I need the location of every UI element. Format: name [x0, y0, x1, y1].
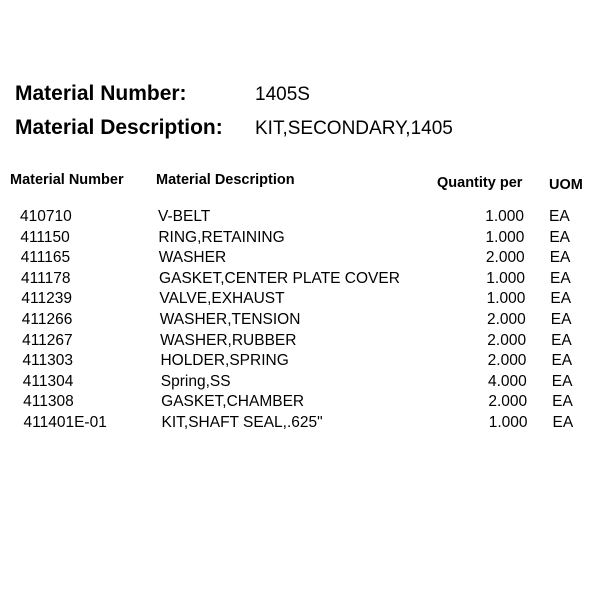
materials-table — [0, 207, 600, 434]
row-quantity: 1.000 — [488, 413, 528, 431]
row-uom: EA — [549, 249, 571, 267]
table-row — [0, 207, 600, 228]
row-material-description: GASKET,CENTER PLATE COVER — [159, 269, 400, 287]
row-uom: EA — [550, 269, 571, 287]
row-material-description: Spring,SS — [160, 372, 231, 390]
row-uom: EA — [549, 228, 571, 246]
row-material-number: 411165 — [20, 249, 71, 267]
row-quantity: 2.000 — [485, 249, 525, 267]
table-row — [3, 392, 600, 413]
row-material-number: 411266 — [21, 310, 73, 328]
column-header-material-description: Material Description — [156, 172, 295, 188]
row-material-description: WASHER — [158, 249, 227, 267]
row-uom: EA — [551, 372, 573, 390]
row-material-number: 411239 — [21, 290, 72, 308]
row-material-number: 411150 — [20, 228, 70, 246]
row-quantity: 1.000 — [486, 269, 526, 287]
table-row — [2, 310, 600, 331]
row-quantity: 2.000 — [487, 352, 527, 370]
row-material-description: VALVE,EXHAUST — [159, 290, 285, 308]
row-quantity: 2.000 — [488, 393, 528, 411]
row-uom: EA — [551, 352, 573, 370]
table-row — [1, 248, 600, 269]
table-row — [2, 351, 600, 372]
row-material-number: 411308 — [23, 393, 74, 411]
row-uom: EA — [552, 393, 573, 411]
table-row — [1, 269, 600, 290]
row-material-description: V-BELT — [158, 208, 211, 225]
material-description-value: KIT,SECONDARY,1405 — [255, 118, 453, 139]
row-material-description: GASKET,CHAMBER — [161, 393, 305, 411]
table-row — [3, 372, 600, 393]
table-row — [2, 331, 600, 352]
row-quantity: 1.000 — [485, 228, 525, 246]
row-material-description: HOLDER,SPRING — [160, 352, 289, 370]
row-material-description: WASHER,TENSION — [159, 310, 301, 328]
material-description-label: Material Description: — [15, 116, 223, 139]
row-uom: EA — [549, 208, 570, 225]
row-material-description: WASHER,RUBBER — [160, 331, 297, 349]
table-row — [1, 289, 600, 310]
row-material-number: 411178 — [21, 269, 71, 287]
table-row — [4, 413, 600, 434]
row-uom: EA — [550, 290, 572, 308]
row-quantity: 2.000 — [486, 310, 526, 328]
row-material-number: 411401E-01 — [23, 413, 107, 431]
material-number-label: Material Number: — [15, 82, 187, 105]
row-quantity: 4.000 — [488, 372, 527, 390]
column-header-uom: UOM — [549, 177, 583, 193]
row-quantity: 2.000 — [487, 331, 527, 349]
row-uom: EA — [551, 331, 572, 349]
row-quantity: 1.000 — [486, 290, 526, 308]
column-header-material-number: Material Number — [10, 172, 124, 188]
row-uom: EA — [550, 310, 572, 328]
row-material-description: KIT,SHAFT SEAL,.625" — [161, 413, 323, 431]
row-material-number: 411304 — [22, 372, 74, 390]
row-material-number: 411267 — [22, 331, 73, 349]
row-material-number: 410710 — [20, 208, 72, 225]
row-material-description: RING,RETAINING — [158, 228, 285, 246]
row-material-number: 411303 — [22, 352, 74, 370]
row-quantity: 1.000 — [485, 208, 524, 225]
material-number-value: 1405S — [255, 84, 310, 105]
table-row — [0, 228, 600, 249]
row-uom: EA — [552, 413, 574, 431]
column-header-quantity-per: Quantity per — [437, 175, 523, 191]
